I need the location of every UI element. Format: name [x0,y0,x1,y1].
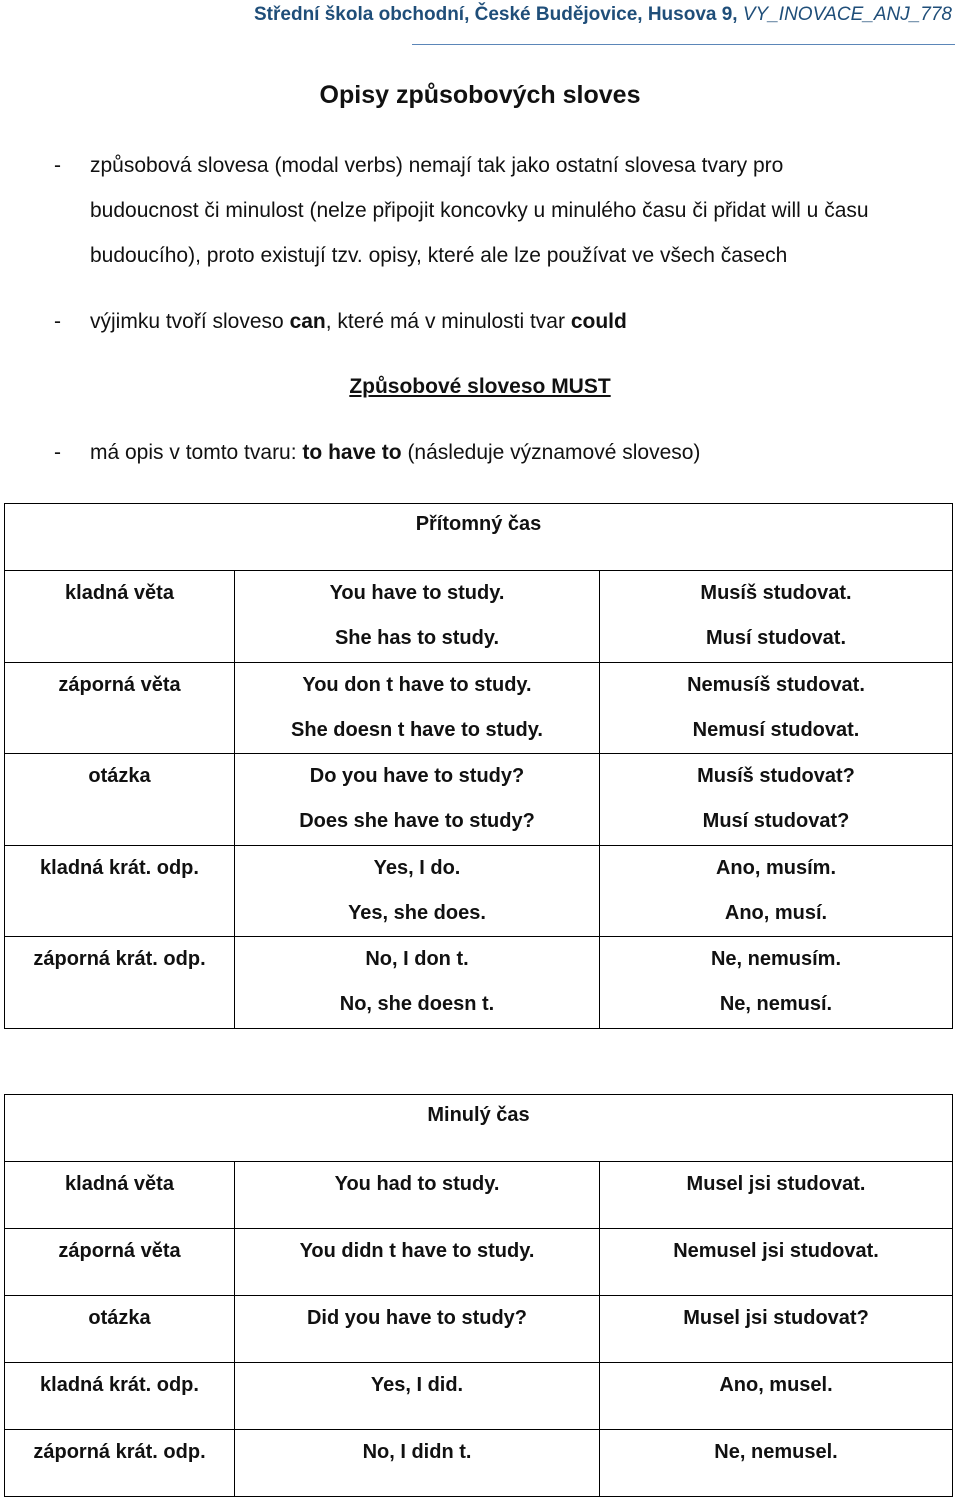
keyword-could: could [570,310,627,333]
czech-text: Nemusí studovat. [692,719,860,741]
row-label-text: záporná věta [58,674,181,696]
english-text: No, she doesn t. [339,993,495,1015]
row-label [5,663,235,754]
czech-text: Ano, musím. [715,857,836,879]
bullet-text-part: , které má v minulosti tvar [325,310,571,333]
czech-text: Musí studovat? [702,810,850,832]
present-tense-table [4,503,953,1029]
table-row [5,937,953,1029]
row-label-text: kladná krát. odp. [40,857,199,879]
row-label-text: záporná věta [58,1240,181,1262]
czech-text: Musí studovat. [705,627,846,649]
table-row [5,1296,953,1363]
english-text: Does she have to study? [299,810,535,832]
row-label-text: otázka [88,765,151,787]
english-text: You don t have to study. [302,674,532,696]
bullet-dash: - [54,441,61,464]
english-cell [235,663,600,754]
row-label-text: kladná krát. odp. [40,1374,199,1396]
row-label-text: záporná krát. odp. [33,1441,206,1463]
table-row [5,1229,953,1296]
row-label [5,1430,235,1497]
czech-text: Musel jsi studovat. [686,1173,866,1195]
bullet-text-part: (následuje významové sloveso) [401,441,701,464]
table-row [5,846,953,937]
row-label [5,1296,235,1363]
czech-cell [600,1363,953,1430]
school-name: Střední škola obchodní, České Budějovice, Husova 9, [254,4,738,25]
row-label [5,571,235,663]
row-label-text: otázka [88,1307,151,1329]
row-label-text: kladná věta [65,582,174,604]
english-cell [235,1229,600,1296]
english-text: No, I didn t. [362,1441,472,1463]
english-text: You have to study. [329,582,505,604]
bullet-line: způsobová slovesa (modal verbs) nemají tak jako ostatní slovesa tvary pro [90,154,784,177]
table-row [5,663,953,754]
bullet-text [90,430,952,475]
english-cell [235,754,600,846]
row-label [5,754,235,846]
document-code: VY_INOVACE_ANJ_778 [742,4,952,25]
header-divider [412,44,955,45]
czech-text: Musel jsi studovat? [683,1307,869,1329]
bullet-text-part: má opis v tomto tvaru: [90,441,303,464]
english-text: She doesn t have to study. [291,719,543,741]
czech-cell [600,937,953,1029]
table-row [5,571,953,663]
english-text: She has to study. [334,627,500,649]
english-cell [235,937,600,1029]
czech-cell [600,1229,953,1296]
english-text: You didn t have to study. [299,1240,535,1262]
english-text: Did you have to study? [306,1307,528,1329]
czech-cell [600,571,953,663]
row-label [5,1162,235,1229]
row-label-text: kladná věta [65,1173,174,1195]
czech-cell [600,1162,953,1229]
table-row [5,754,953,846]
caption-text: Minulý čas [427,1104,530,1126]
english-cell [235,1430,600,1497]
czech-cell [600,754,953,846]
czech-text: Ne, nemusím. [710,948,842,970]
english-text: You had to study. [334,1173,500,1195]
table-row [5,1363,953,1430]
caption-text: Přítomný čas [415,513,542,535]
row-label [5,1229,235,1296]
english-cell [235,1296,600,1363]
english-cell [235,571,600,663]
czech-text: Ne, nemusí. [719,993,833,1015]
english-cell [235,1162,600,1229]
czech-text: Musíš studovat. [700,582,852,604]
keyword-to-have-to: to have to [302,441,402,464]
table-caption [5,504,953,571]
keyword-can: can [289,310,326,333]
czech-text: Nemusel jsi studovat. [673,1240,879,1262]
section-heading-must: Způsobové sloveso MUST [349,375,611,398]
czech-text: Nemusíš studovat. [687,674,865,696]
bullet-line: budoucnost či minulost (nelze připojit koncovky u minulého času či přidat will u času [90,199,869,222]
english-text: Yes, she does. [348,902,486,924]
bullet-line: budoucího), proto existují tzv. opisy, které ale lze používat ve všech časech [90,244,788,267]
czech-cell [600,846,953,937]
czech-cell [600,663,953,754]
english-text: Yes, I did. [370,1374,464,1396]
english-text: Do you have to study? [309,765,525,787]
bullet-dash: - [54,310,61,333]
english-cell [235,846,600,937]
bullet-text-part: výjimku tvoří sloveso [90,310,290,333]
czech-text: Ne, nemusel. [714,1441,838,1463]
czech-cell [600,1430,953,1497]
czech-cell [600,1296,953,1363]
english-text: No, I don t. [365,948,469,970]
row-label [5,937,235,1029]
czech-text: Musíš studovat? [697,765,855,787]
bullet-text [90,143,952,278]
czech-text: Ano, musí. [724,902,828,924]
page-header [0,0,952,34]
bullet-text [90,299,952,344]
bullet-dash: - [54,154,61,177]
row-label [5,846,235,937]
table-row [5,1430,953,1497]
english-text: Yes, I do. [373,857,461,879]
table-caption [5,1095,953,1162]
row-label-text: záporná krát. odp. [33,948,206,970]
table-row [5,1162,953,1229]
english-cell [235,1363,600,1430]
row-label [5,1363,235,1430]
czech-text: Ano, musel. [719,1374,833,1396]
page-title: Opisy způsobových sloves [319,81,641,109]
past-tense-table [4,1094,953,1497]
